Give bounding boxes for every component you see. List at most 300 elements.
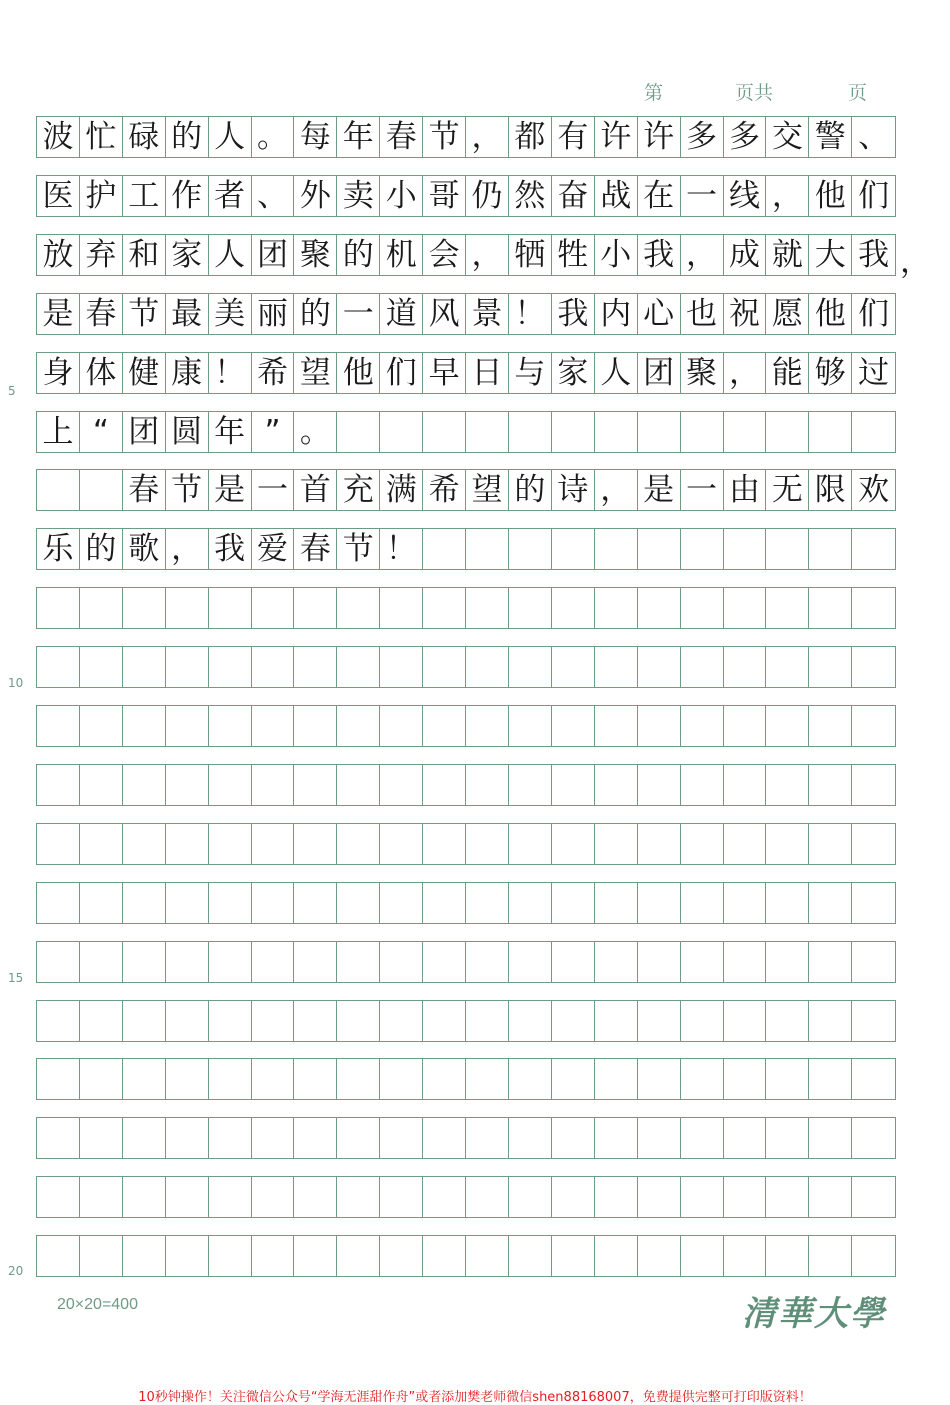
- grid-cell: [852, 1001, 895, 1041]
- grid-cell: [123, 1001, 166, 1041]
- grid-cell: [595, 529, 638, 569]
- grid-cell: [423, 1236, 466, 1276]
- grid-cell: [552, 1177, 595, 1217]
- grid-cell: [209, 588, 252, 628]
- grid-cell: [638, 1001, 681, 1041]
- grid-cell: [37, 765, 80, 805]
- grid-cell: 圆: [166, 412, 209, 452]
- grid-cell: [681, 765, 724, 805]
- grid-cell: [80, 883, 123, 923]
- grid-cell: 限: [809, 470, 852, 510]
- grid-cell: [37, 647, 80, 687]
- grid-cell: [37, 824, 80, 864]
- grid-cell: [766, 1001, 809, 1041]
- grid-cell: [724, 824, 767, 864]
- grid-cell: 牲: [552, 235, 595, 275]
- grid-cell: [466, 706, 509, 746]
- grid-cell: 春: [123, 470, 166, 510]
- grid-cell: [766, 942, 809, 982]
- grid-cell: 护: [80, 176, 123, 216]
- grid-cell: [252, 588, 295, 628]
- grid-cell: [209, 824, 252, 864]
- grid-cell: 景: [466, 294, 509, 334]
- grid-cell: ”: [252, 412, 295, 452]
- grid-cell: [294, 706, 337, 746]
- grid-row: [36, 528, 896, 570]
- grid-cell: [466, 412, 509, 452]
- grid-cell: [466, 588, 509, 628]
- grid-cell: 日: [466, 353, 509, 393]
- grid-cell: [681, 1001, 724, 1041]
- grid-cell: [724, 765, 767, 805]
- grid-cell: [809, 824, 852, 864]
- grid-cell: [252, 1118, 295, 1158]
- page-label: 第: [644, 82, 664, 104]
- grid-cell: ，: [724, 353, 767, 393]
- grid-cell: [809, 706, 852, 746]
- grid-cell: 都: [509, 117, 552, 157]
- grid-cell: [80, 1118, 123, 1158]
- grid-cell: 忙: [80, 117, 123, 157]
- grid-cell: [166, 706, 209, 746]
- grid-cell: 美: [209, 294, 252, 334]
- page-suffix: 页: [848, 82, 868, 104]
- grid-cell: [638, 647, 681, 687]
- grid-cell: [166, 1001, 209, 1041]
- grid-cell: [466, 1177, 509, 1217]
- grid-cell: 身: [37, 353, 80, 393]
- grid-cell: 是: [37, 294, 80, 334]
- grid-cell: [809, 765, 852, 805]
- grid-cell: [509, 765, 552, 805]
- grid-cell: 年: [337, 117, 380, 157]
- grid-cell: [37, 883, 80, 923]
- grid-cell: 他: [809, 294, 852, 334]
- grid-cell: [209, 1059, 252, 1099]
- grid-cell: [252, 765, 295, 805]
- grid-cell: [423, 1118, 466, 1158]
- grid-cell: [123, 706, 166, 746]
- grid-cell: 望: [466, 470, 509, 510]
- grid-cell: 许: [595, 117, 638, 157]
- grid-cell: 我: [858, 236, 890, 273]
- grid-cell: 聚: [294, 235, 337, 275]
- grid-cell: 歌: [123, 529, 166, 569]
- grid-cell: 然: [509, 176, 552, 216]
- grid-cell: [209, 1001, 252, 1041]
- line-number-10: 10: [8, 676, 24, 690]
- grid-cell: [766, 1236, 809, 1276]
- grid-cell: [852, 1236, 895, 1276]
- grid-cell: 。: [252, 117, 295, 157]
- grid-cell: [466, 1059, 509, 1099]
- grid-cell: 希: [252, 353, 295, 393]
- grid-cell: 与: [509, 353, 552, 393]
- grid-cell: [681, 1059, 724, 1099]
- grid-cell: 弃: [80, 235, 123, 275]
- grid-cell: 者: [209, 176, 252, 216]
- grid-cell: [552, 1118, 595, 1158]
- grid-cell: 康: [166, 353, 209, 393]
- grid-cell: 我: [638, 235, 681, 275]
- grid-cell: [209, 883, 252, 923]
- grid-cell: 多: [681, 117, 724, 157]
- grid-cell: 家: [552, 353, 595, 393]
- grid-cell: [766, 706, 809, 746]
- grid-cell: [552, 942, 595, 982]
- grid-cell: ，: [466, 117, 509, 157]
- grid-cell: 望: [294, 353, 337, 393]
- grid-cell: [809, 1118, 852, 1158]
- grid-cell: [337, 706, 380, 746]
- grid-cell: 的: [166, 117, 209, 157]
- grid-cell: 。: [294, 412, 337, 452]
- grid-row: [36, 705, 896, 747]
- grid-cell: [423, 824, 466, 864]
- grid-cell: [209, 1236, 252, 1276]
- grid-cell: [681, 588, 724, 628]
- grid-cell: [37, 1177, 80, 1217]
- grid-cell: [809, 647, 852, 687]
- grid-cell: [380, 647, 423, 687]
- grid-cell: 节: [423, 117, 466, 157]
- grid-cell: [595, 824, 638, 864]
- grid-cell: [595, 765, 638, 805]
- grid-cell: 诗: [552, 470, 595, 510]
- grid-cell: 团: [123, 412, 166, 452]
- grid-cell: 丽: [252, 294, 295, 334]
- grid-cell: [80, 765, 123, 805]
- grid-row: [36, 116, 896, 158]
- grid-cell: [123, 1177, 166, 1217]
- grid-cell: [252, 647, 295, 687]
- grid-cell: [423, 529, 466, 569]
- grid-cell: [766, 529, 809, 569]
- grid-cell: [681, 529, 724, 569]
- grid-cell: [337, 765, 380, 805]
- grid-cell: [294, 1177, 337, 1217]
- grid-cell: [724, 1001, 767, 1041]
- grid-cell: [724, 942, 767, 982]
- grid-cell: 在: [638, 176, 681, 216]
- grid-cell: [252, 1001, 295, 1041]
- grid-row: [36, 587, 896, 629]
- grid-cell: 人: [209, 117, 252, 157]
- grid-row: [36, 882, 896, 924]
- grid-cell: [681, 706, 724, 746]
- grid-cell: 够: [809, 353, 852, 393]
- grid-cell: [595, 1236, 638, 1276]
- grid-cell: [466, 765, 509, 805]
- university-logo: 清華大學: [742, 1294, 886, 1334]
- grid-row: [36, 1058, 896, 1100]
- grid-cell: [423, 1059, 466, 1099]
- grid-cell: [766, 824, 809, 864]
- grid-cell: “: [80, 412, 123, 452]
- grid-cell: [552, 647, 595, 687]
- footer-notice: 10秒钟操作！关注微信公众号“学海无涯甜作舟”或者添加樊老师微信shen88168007，免费提供完整可打印版资料！: [138, 1390, 812, 1405]
- grid-cell: [809, 412, 852, 452]
- grid-cell: 机: [380, 235, 423, 275]
- grid-cell: [337, 647, 380, 687]
- grid-cell: 春: [380, 117, 423, 157]
- grid-cell: [466, 1118, 509, 1158]
- grid-cell: [552, 412, 595, 452]
- grid-cell: [852, 824, 895, 864]
- grid-cell: [380, 942, 423, 982]
- grid-cell: [852, 942, 895, 982]
- grid-cell: [809, 529, 852, 569]
- grid-cell: [209, 942, 252, 982]
- grid-cell: [166, 588, 209, 628]
- grid-cell: [209, 1118, 252, 1158]
- grid-cell: [638, 883, 681, 923]
- grid-cell: [681, 1177, 724, 1217]
- grid-cell: [294, 588, 337, 628]
- grid-cell: [681, 942, 724, 982]
- grid-cell: [638, 1118, 681, 1158]
- grid-cell: [766, 883, 809, 923]
- grid-cell: [80, 706, 123, 746]
- grid-cell: [294, 765, 337, 805]
- grid-cell: [638, 529, 681, 569]
- grid-cell: 就: [766, 235, 809, 275]
- grid-cell: [552, 529, 595, 569]
- grid-row: [36, 646, 896, 688]
- grid-cell: [766, 1177, 809, 1217]
- grid-cell: [509, 1236, 552, 1276]
- grid-cell: [37, 942, 80, 982]
- grid-cell: 道: [380, 294, 423, 334]
- grid-row: [36, 1000, 896, 1042]
- grid-cell: [252, 1177, 295, 1217]
- grid-cell: 节: [166, 470, 209, 510]
- grid-cell: [294, 1118, 337, 1158]
- grid-row: [36, 175, 896, 217]
- grid-cell: [466, 883, 509, 923]
- grid-cell: [766, 647, 809, 687]
- grid-cell: [466, 1236, 509, 1276]
- grid-cell: 过: [858, 354, 890, 391]
- grid-cell: [852, 529, 895, 569]
- grid-cell: 希: [423, 470, 466, 510]
- grid-cell: 警: [809, 117, 852, 157]
- grid-cell: [123, 942, 166, 982]
- grid-cell: [552, 1001, 595, 1041]
- grid-cell: [595, 588, 638, 628]
- grid-cell: 祝: [724, 294, 767, 334]
- grid-cell: [123, 765, 166, 805]
- grid-row: [36, 352, 896, 394]
- grid-cell: [380, 1118, 423, 1158]
- grid-cell: 工: [123, 176, 166, 216]
- grid-cell: 也: [681, 294, 724, 334]
- grid-cell: 小: [380, 176, 423, 216]
- grid-cell: 节: [337, 529, 380, 569]
- grid-cell: [466, 942, 509, 982]
- grid-cell: [509, 1118, 552, 1158]
- grid-cell: 的: [509, 470, 552, 510]
- grid-cell: 爱: [252, 529, 295, 569]
- grid-cell: [380, 1177, 423, 1217]
- grid-cell: 聚: [681, 353, 724, 393]
- grid-cell: [809, 942, 852, 982]
- grid-cell: [423, 1001, 466, 1041]
- grid-cell: [595, 706, 638, 746]
- grid-cell: [552, 765, 595, 805]
- grid-cell: [809, 1059, 852, 1099]
- grid-cell: [466, 647, 509, 687]
- grid-cell: [509, 883, 552, 923]
- grid-cell: 们: [380, 353, 423, 393]
- grid-cell: [809, 1236, 852, 1276]
- grid-cell: [294, 883, 337, 923]
- grid-cell: [380, 1059, 423, 1099]
- grid-cell: [380, 883, 423, 923]
- grid-cell: [552, 1059, 595, 1099]
- grid-cell: [209, 706, 252, 746]
- grid-cell: 年: [209, 412, 252, 452]
- grid-cell: 愿: [766, 294, 809, 334]
- grid-cell: [423, 883, 466, 923]
- grid-cell: [638, 706, 681, 746]
- grid-cell: [380, 588, 423, 628]
- grid-cell: [294, 942, 337, 982]
- grid-cell: [552, 588, 595, 628]
- grid-row: [36, 1235, 896, 1277]
- grid-cell: [681, 883, 724, 923]
- grid-cell: [809, 588, 852, 628]
- grid-cell: [209, 1177, 252, 1217]
- line-number-5: 5: [8, 384, 16, 398]
- grid-cell: [466, 1001, 509, 1041]
- grid-cell: [294, 647, 337, 687]
- grid-cell: [80, 1001, 123, 1041]
- grid-cell: [724, 1236, 767, 1276]
- grid-cell: [37, 1118, 80, 1158]
- grid-cell: [166, 1059, 209, 1099]
- grid-cell: [423, 1177, 466, 1217]
- grid-cell: [724, 1059, 767, 1099]
- grid-cell: [766, 412, 809, 452]
- grid-cell: [509, 1001, 552, 1041]
- grid-cell: [337, 1001, 380, 1041]
- grid-cell: [166, 1118, 209, 1158]
- grid-cell: [595, 1001, 638, 1041]
- grid-cell: 多: [724, 117, 767, 157]
- grid-cell: [595, 883, 638, 923]
- grid-cell: 牺: [509, 235, 552, 275]
- grid-cell: [37, 1001, 80, 1041]
- grid-cell: 卖: [337, 176, 380, 216]
- line-number-15: 15: [8, 971, 24, 985]
- grid-cell: 外: [294, 176, 337, 216]
- grid-cell: 交: [766, 117, 809, 157]
- grid-cell: [423, 942, 466, 982]
- grid-row: [36, 411, 896, 453]
- grid-cell: 他: [337, 353, 380, 393]
- grid-cell: [724, 588, 767, 628]
- grid-cell: [252, 942, 295, 982]
- grid-cell: [123, 883, 166, 923]
- grid-cell: 能: [766, 353, 809, 393]
- grid-cell: [80, 1059, 123, 1099]
- grid-cell: [337, 588, 380, 628]
- grid-cell: [595, 1059, 638, 1099]
- grid-cell: [595, 647, 638, 687]
- grid-cell: [252, 883, 295, 923]
- grid-cell: [852, 588, 895, 628]
- grid-cell: [724, 647, 767, 687]
- grid-cell: 们: [858, 177, 890, 214]
- grid-cell: [209, 647, 252, 687]
- grid-cell: [337, 1236, 380, 1276]
- grid-cell: 团: [252, 235, 295, 275]
- grid-cell: [80, 588, 123, 628]
- grid-cell: [852, 706, 895, 746]
- grid-cell: 乐: [37, 529, 80, 569]
- grid-cell: [380, 706, 423, 746]
- grid-cell: [423, 706, 466, 746]
- grid-cell: [380, 1236, 423, 1276]
- grid-cell: 、: [252, 176, 295, 216]
- grid-cell: 春: [80, 294, 123, 334]
- grid-cell: 小: [595, 235, 638, 275]
- grid-cell: [294, 1236, 337, 1276]
- grid-cell: 最: [166, 294, 209, 334]
- grid-cell: [337, 824, 380, 864]
- grid-cell: [466, 529, 509, 569]
- grid-cell: [638, 824, 681, 864]
- line-number-20: 20: [8, 1264, 24, 1278]
- grid-cell: [638, 1177, 681, 1217]
- grid-cell: 们: [858, 295, 890, 332]
- grid-cell: [638, 1236, 681, 1276]
- grid-cell: [681, 1236, 724, 1276]
- grid-cell: 奋: [552, 176, 595, 216]
- grid-cell: ！: [380, 529, 423, 569]
- grid-cell: [80, 1177, 123, 1217]
- grid-cell: [466, 824, 509, 864]
- grid-cell: [252, 1236, 295, 1276]
- grid-cell: 一: [337, 294, 380, 334]
- grid-cell: [123, 1236, 166, 1276]
- grid-cell: [337, 412, 380, 452]
- grid-cell: [252, 824, 295, 864]
- grid-cell: 一: [681, 470, 724, 510]
- grid-cell: 满: [380, 470, 423, 510]
- grid-cell: [380, 765, 423, 805]
- grid-cell: [166, 647, 209, 687]
- grid-cell: [724, 883, 767, 923]
- grid-cell: [595, 942, 638, 982]
- grid-cell: 碌: [123, 117, 166, 157]
- grid-cell: [166, 1177, 209, 1217]
- grid-cell: ，: [166, 529, 209, 569]
- grid-cell: 哥: [423, 176, 466, 216]
- grid-cell: [852, 883, 895, 923]
- grid-cell: 上: [37, 412, 80, 452]
- grid-row: [36, 764, 896, 806]
- grid-cell: [595, 1118, 638, 1158]
- grid-cell: [638, 1059, 681, 1099]
- grid-cell: [166, 942, 209, 982]
- grid-cell: 、: [858, 118, 890, 155]
- grid-cell: 作: [166, 176, 209, 216]
- grid-cell: [209, 765, 252, 805]
- grid-cell: [724, 1118, 767, 1158]
- grid-cell: [380, 1001, 423, 1041]
